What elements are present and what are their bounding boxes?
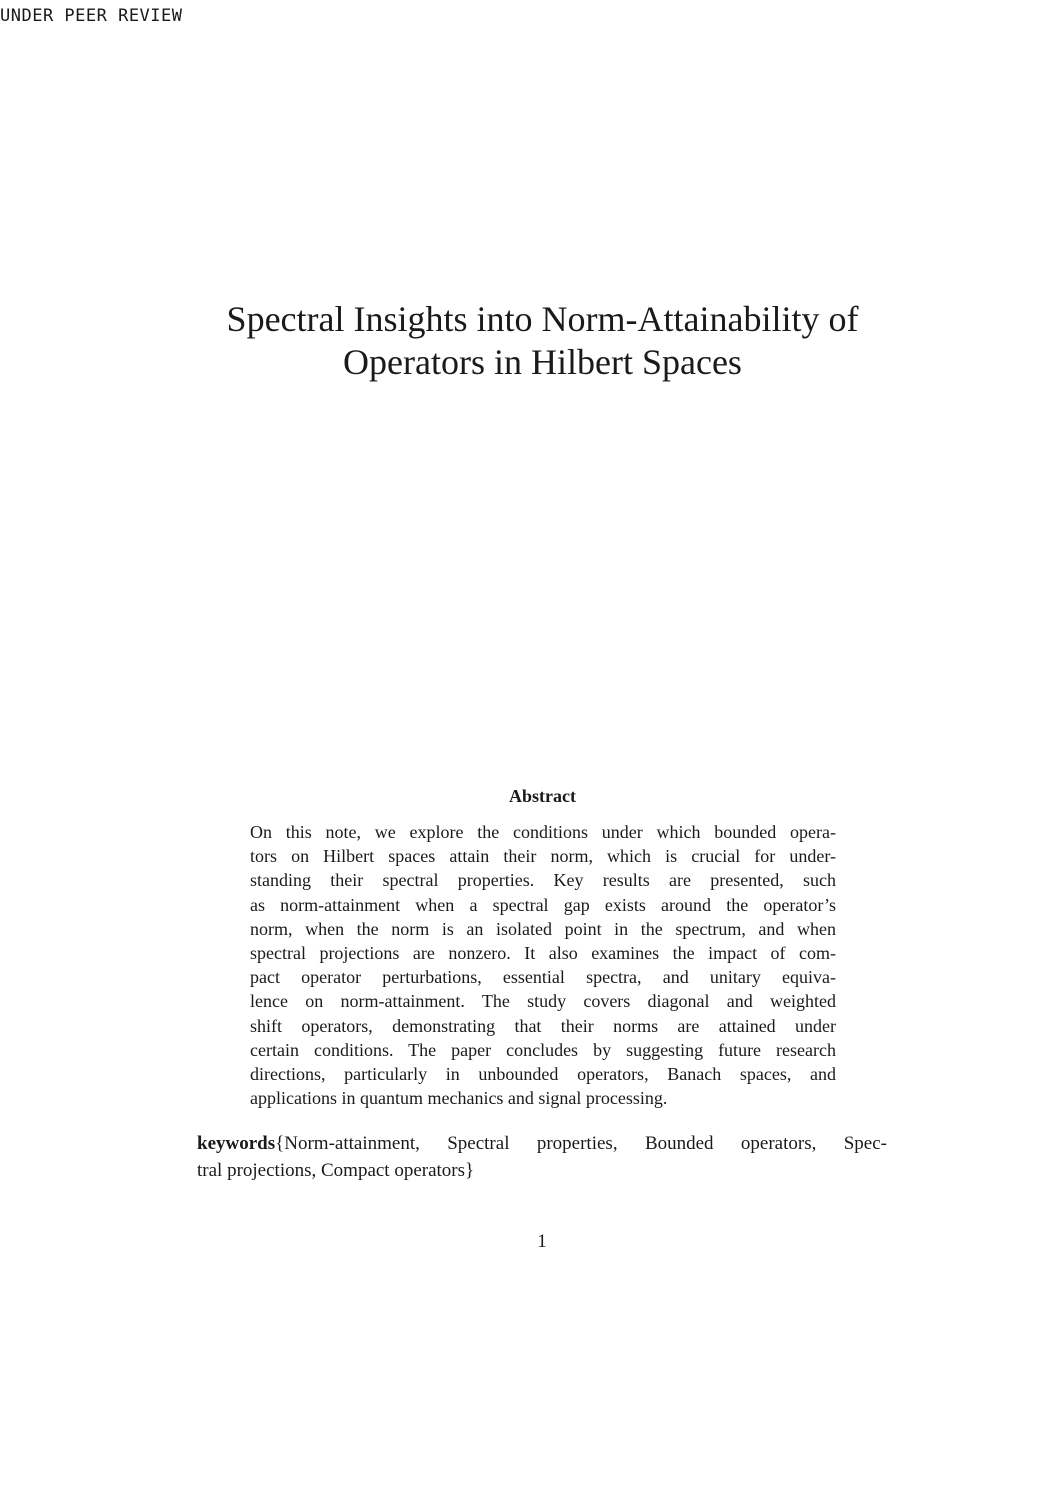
title-line: Spectral Insights into Norm-Attainability of bbox=[226, 299, 859, 339]
abstract-line: shift operators, demonstrating that their norms are attained under bbox=[250, 1015, 836, 1036]
keywords-line bbox=[197, 1130, 887, 1157]
abstract-line: directions, particularly in unbounded operators, Banach spaces, and bbox=[250, 1064, 836, 1085]
keywords-line: tral projections, Compact operators} bbox=[197, 1160, 475, 1181]
title-line: Operators in Hilbert Spaces bbox=[343, 342, 742, 382]
abstract-line: On this note, we explore the conditions under which bounded opera- bbox=[250, 822, 836, 842]
abstract-line: pact operator perturbations, essential spectra, and unitary equiva- bbox=[250, 967, 836, 988]
paper-title bbox=[160, 298, 925, 384]
abstract-line: certain conditions. The paper concludes by suggesting future research bbox=[250, 1039, 836, 1060]
abstract-line: lence on norm-attainment. The study covers diagonal and weighted bbox=[250, 991, 836, 1012]
abstract-line: standing their spectral properties. Key results are presented, such bbox=[250, 870, 836, 891]
keywords-text: {Norm-attainment, Spectral properties, Bounded operators, Spec- bbox=[275, 1133, 887, 1154]
keywords-block bbox=[197, 1130, 887, 1184]
abstract-line: applications in quantum mechanics and signal processing. bbox=[250, 1088, 668, 1109]
abstract-line: norm, when the norm is an isolated point in the spectrum, and when bbox=[250, 918, 836, 939]
page-number: 1 bbox=[537, 1231, 547, 1252]
keywords-label: keywords bbox=[197, 1133, 276, 1154]
review-stamp: UNDER PEER REVIEW bbox=[0, 6, 183, 26]
abstract-heading: Abstract bbox=[509, 786, 576, 806]
abstract-line: as norm-attainment when a spectral gap exists around the operator’s bbox=[250, 894, 836, 915]
abstract-body bbox=[250, 820, 836, 1110]
abstract-line: tors on Hilbert spaces attain their norm, which is crucial for under- bbox=[250, 846, 836, 867]
abstract-line: spectral projections are nonzero. It also examines the impact of com- bbox=[250, 943, 836, 964]
